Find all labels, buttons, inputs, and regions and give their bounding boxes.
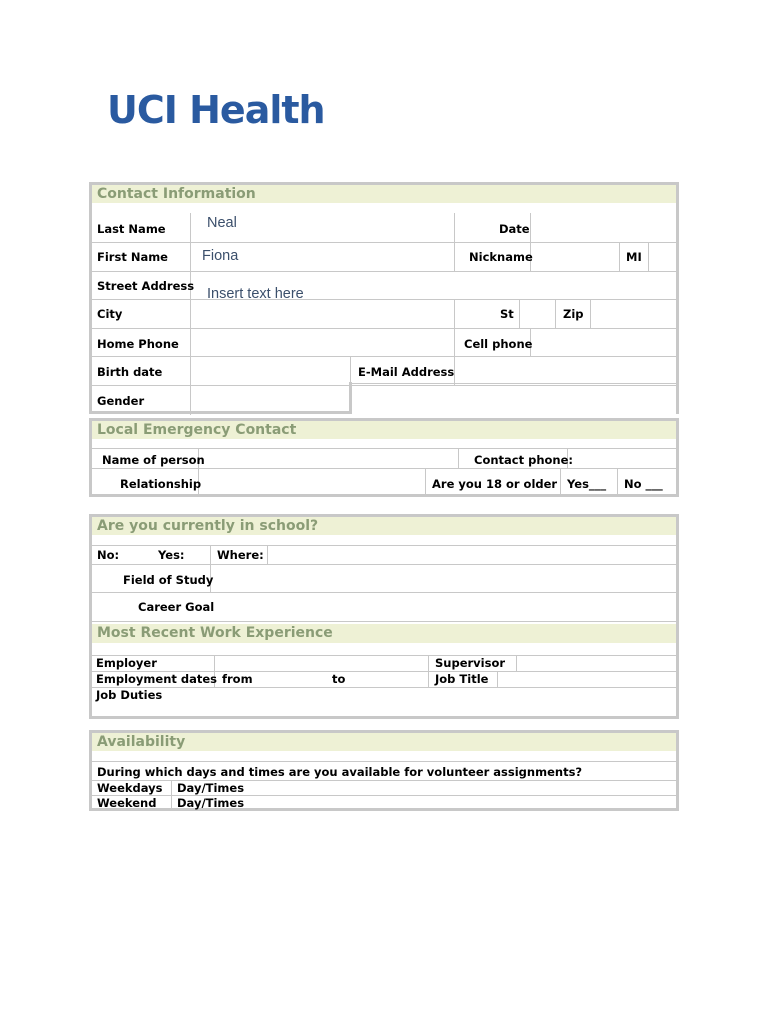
section-title: Availability: [97, 734, 186, 750]
date-field[interactable]: [531, 213, 678, 241]
birth-date-label: Birth date: [97, 365, 163, 379]
last-name-label: Last Name: [97, 222, 166, 236]
zip-label: Zip: [563, 307, 584, 321]
state-label: St: [500, 307, 514, 321]
state-field[interactable]: [520, 300, 555, 328]
weekend-label: Weekend: [97, 796, 157, 810]
school-yes-option[interactable]: Yes:: [158, 548, 185, 562]
cell-phone-label: Cell phone: [464, 337, 533, 351]
where-label: Where:: [217, 548, 264, 562]
nickname-label: Nickname: [469, 250, 533, 264]
home-phone-field[interactable]: [191, 329, 453, 356]
mi-label: MI: [626, 250, 642, 264]
job-duties-field[interactable]: [92, 703, 676, 717]
job-duties-label: Job Duties: [96, 688, 163, 702]
street-address-field[interactable]: Insert text here: [207, 286, 304, 302]
relationship-label: Relationship: [120, 477, 202, 491]
zip-field[interactable]: [591, 300, 679, 328]
section-title: Contact Information: [97, 186, 256, 202]
city-field[interactable]: [191, 300, 453, 328]
contact-information-section: [89, 182, 679, 414]
first-name-field[interactable]: Fiona: [202, 248, 239, 264]
contact-bottom-border: [89, 411, 351, 414]
section-header: [92, 421, 676, 439]
job-title-label: Job Title: [435, 672, 489, 686]
age-yes-option[interactable]: Yes___: [567, 477, 607, 491]
nickname-field[interactable]: [531, 243, 618, 271]
supervisor-field[interactable]: [517, 656, 676, 671]
field-of-study-field[interactable]: [211, 565, 676, 592]
email-field[interactable]: [455, 357, 679, 385]
contact-phone-label: Contact phone:: [474, 453, 574, 467]
relationship-field[interactable]: [199, 469, 425, 497]
contact-name-field[interactable]: [199, 449, 457, 468]
street-address-label: Street Address: [97, 279, 195, 293]
first-name-label: First Name: [97, 250, 168, 264]
field-of-study-label: Field of Study: [123, 573, 214, 587]
section-title: Are you currently in school?: [97, 518, 319, 534]
availability-section: [89, 730, 679, 811]
section-header: [92, 733, 676, 751]
employment-dates-label: Employment dates: [96, 672, 218, 686]
career-goal-field[interactable]: [211, 593, 676, 621]
cell-phone-field[interactable]: [531, 329, 679, 356]
school-no-option[interactable]: No:: [97, 548, 120, 562]
job-title-field[interactable]: [498, 672, 676, 687]
to-label[interactable]: to: [332, 672, 346, 686]
from-label[interactable]: from: [222, 672, 253, 686]
date-label: Date: [499, 222, 530, 236]
gender-label: Gender: [97, 394, 145, 408]
employer-field[interactable]: [215, 656, 427, 671]
home-phone-label: Home Phone: [97, 337, 179, 351]
school-work-section: [89, 514, 679, 719]
contact-phone-field[interactable]: [568, 449, 676, 468]
city-label: City: [97, 307, 123, 321]
email-label: E-Mail Address: [358, 365, 455, 379]
career-goal-label: Career Goal: [138, 600, 215, 614]
age-question-label: Are you 18 or older: [432, 477, 558, 491]
supervisor-label: Supervisor: [435, 656, 506, 670]
age-no-option[interactable]: No ___: [624, 477, 663, 491]
section-title: Local Emergency Contact: [97, 422, 297, 438]
weekdays-label: Weekdays: [97, 781, 163, 795]
availability-question: During which days and times are you available for volunteer assignments?: [97, 765, 583, 779]
section-header: [92, 517, 676, 535]
uci-health-logo: UCI Health: [107, 88, 325, 132]
mi-field[interactable]: [649, 243, 679, 271]
contact-name-label: Name of person: [102, 453, 205, 467]
weekdays-daytimes[interactable]: Day/Times: [177, 781, 245, 795]
emergency-contact-section: [89, 418, 679, 497]
section-header: [92, 185, 676, 203]
birth-date-field[interactable]: [191, 357, 349, 385]
section-title: Most Recent Work Experience: [97, 625, 333, 641]
weekend-daytimes[interactable]: Day/Times: [177, 796, 245, 810]
last-name-field[interactable]: Neal: [207, 215, 237, 231]
gender-field[interactable]: [191, 386, 349, 413]
work-section-header: [92, 624, 676, 643]
employer-label: Employer: [96, 656, 157, 670]
school-where-field[interactable]: [268, 546, 676, 564]
